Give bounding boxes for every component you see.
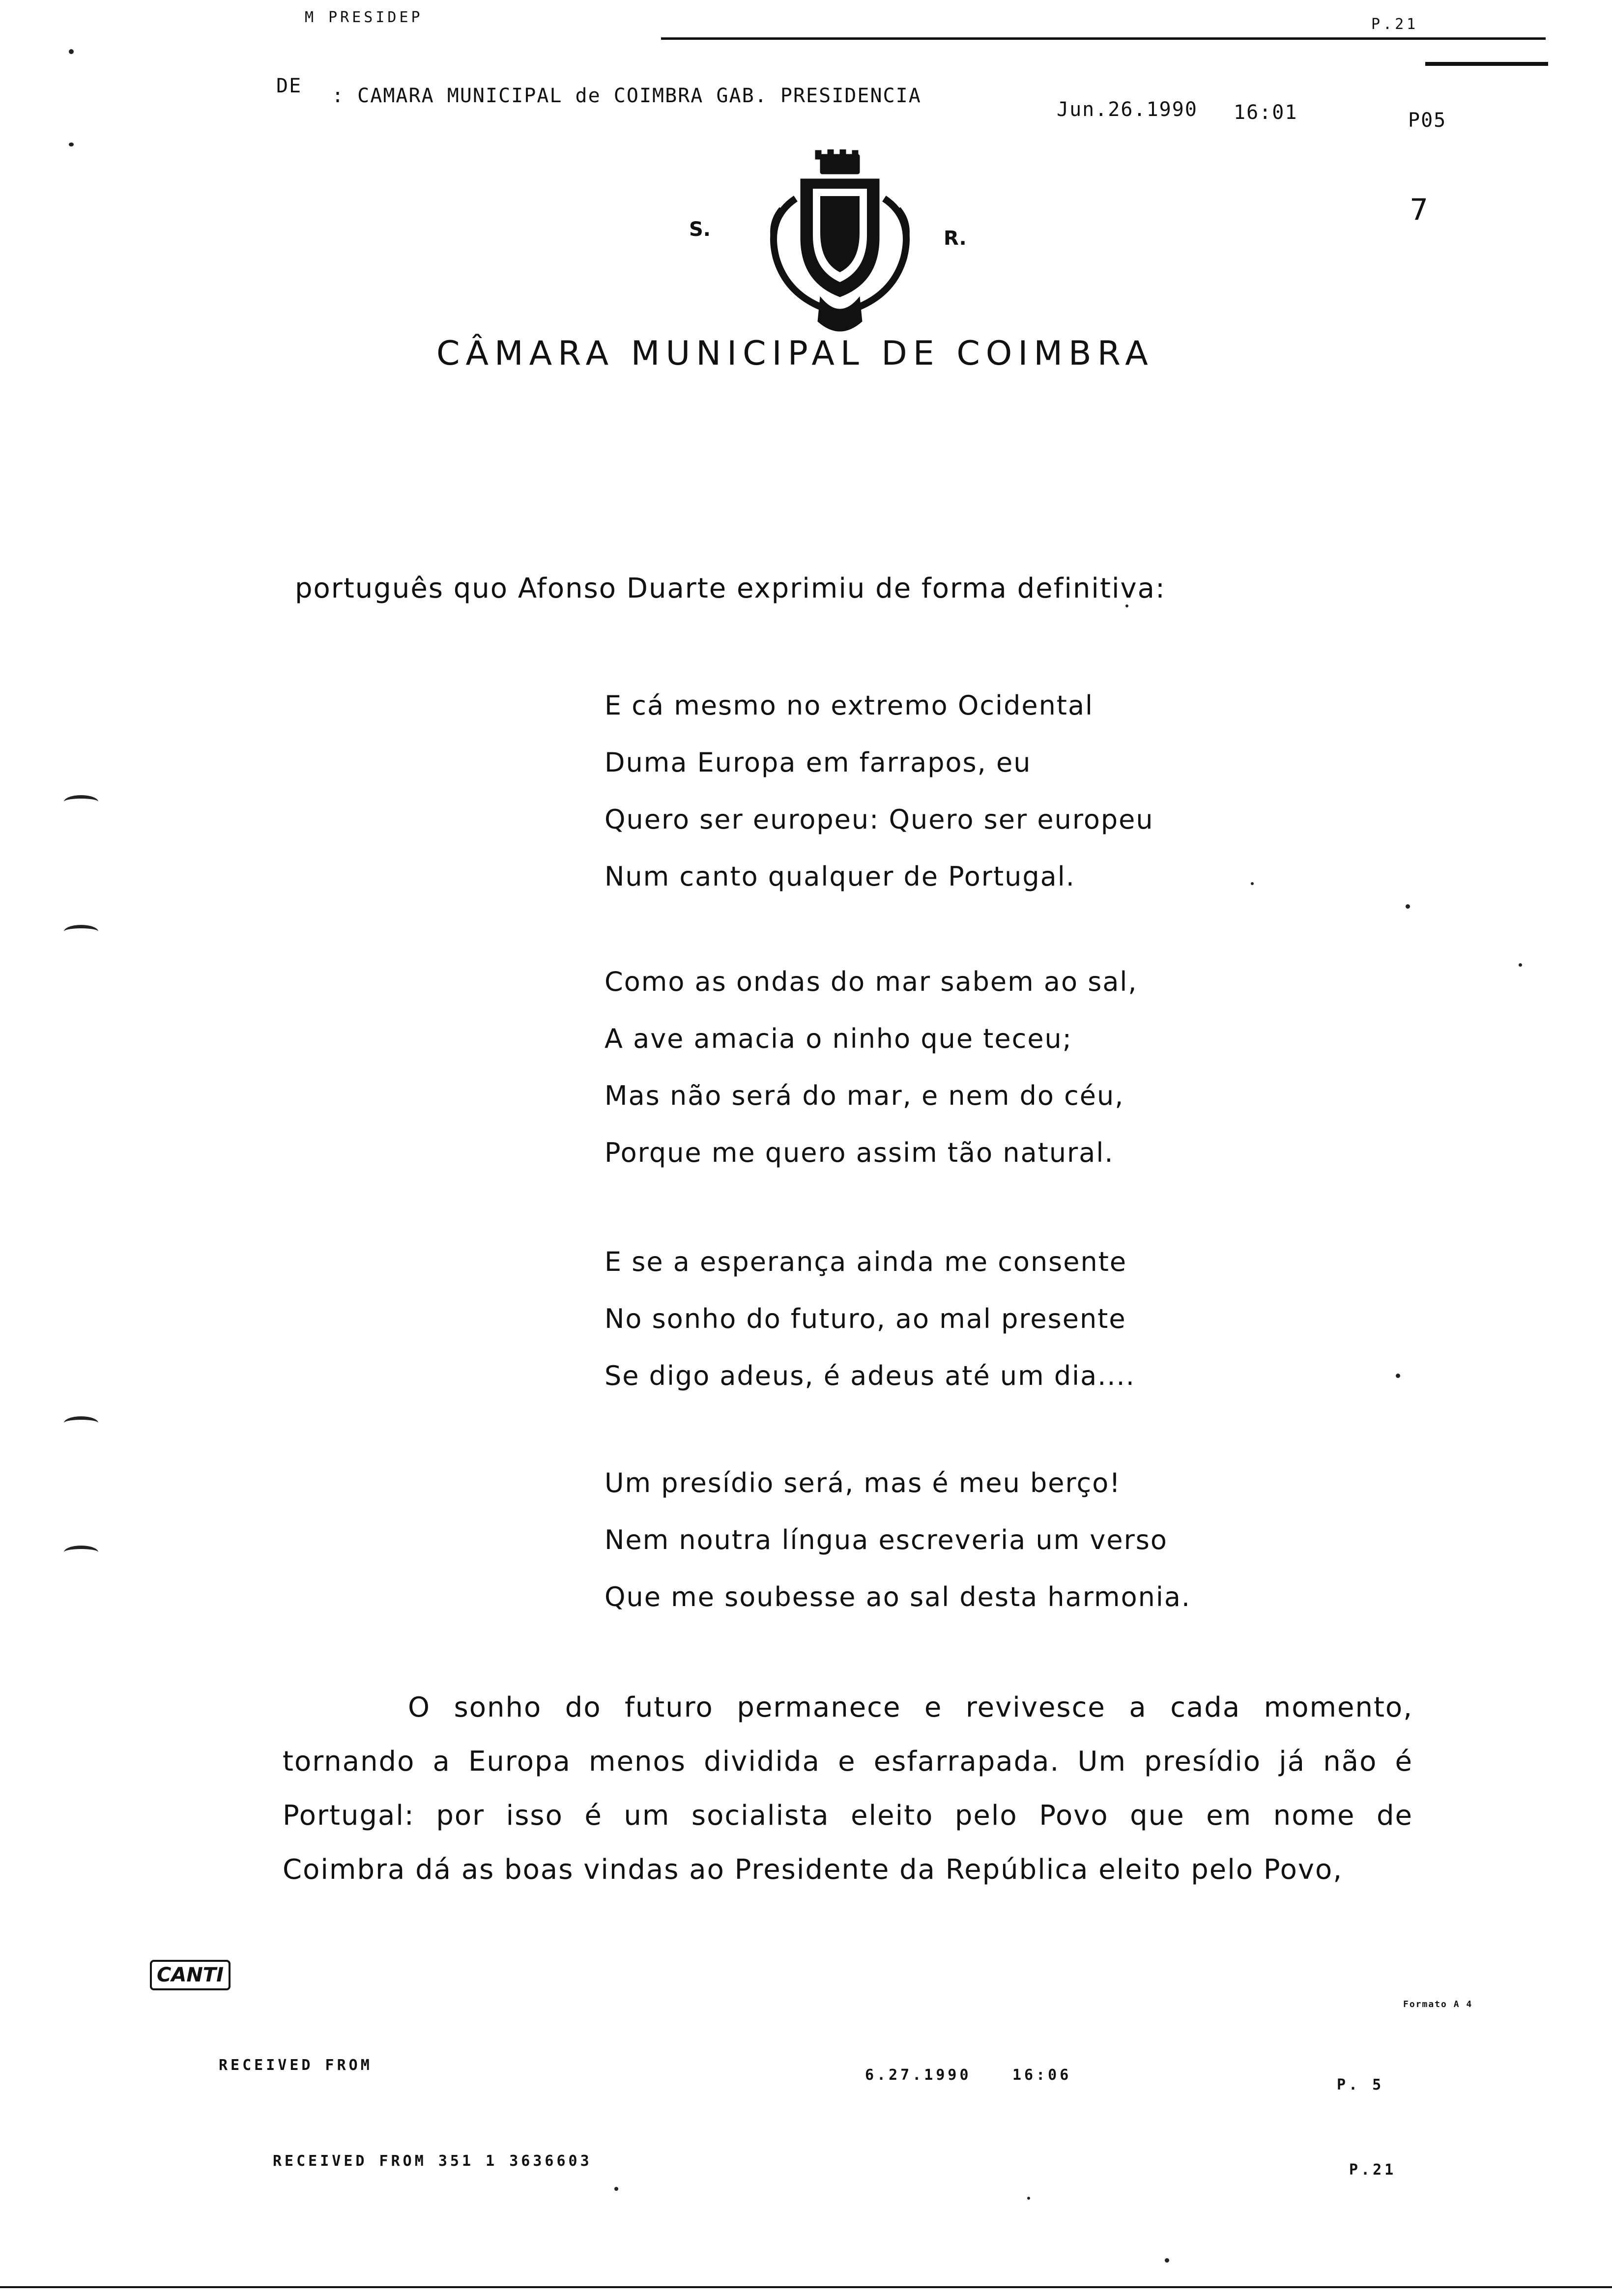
header-rule-right bbox=[1425, 62, 1548, 66]
scan-speck bbox=[1406, 904, 1410, 909]
poem-stanza bbox=[604, 677, 1154, 905]
scan-speck bbox=[1251, 882, 1254, 885]
fax-page: P05 bbox=[1408, 109, 1447, 132]
paragraph-line: Coimbra dá as boas vindas ao Presidente da República eleito pelo Povo, bbox=[283, 1854, 1343, 1886]
poem-line: A ave amacia o ninho que teceu; bbox=[604, 1023, 1072, 1054]
coimbra-crest-icon bbox=[737, 140, 924, 337]
scan-speck bbox=[614, 2187, 618, 2191]
fax-from-value: : CAMARA MUNICIPAL de COIMBRA GAB. PRESIDENCIA bbox=[332, 85, 921, 107]
fax-sender-tag: M PRESIDEP bbox=[305, 9, 423, 26]
poem-line: Quero ser europeu: Quero ser europeu bbox=[604, 804, 1154, 835]
scan-speck bbox=[69, 143, 74, 146]
form-label: Formato A 4 bbox=[1403, 1999, 1473, 2009]
poem-stanza bbox=[604, 1234, 1135, 1405]
received-from-full: RECEIVED FROM 351 1 3636603 bbox=[273, 2152, 592, 2170]
bottom-edge-rule bbox=[0, 2286, 1612, 2288]
poem-line: Nem noutra língua escreveria um verso bbox=[604, 1524, 1168, 1555]
fax-page-ref-top: P.21 bbox=[1371, 16, 1419, 33]
paragraph-line: Portugal: por isso é um socialista eleito pelo Povo que em nome de bbox=[283, 1800, 1413, 1832]
crest-right-initial: R. bbox=[944, 227, 967, 250]
scan-speck bbox=[1125, 604, 1128, 607]
received-date: 6.27.1990 bbox=[865, 2066, 972, 2084]
poem-line: Que me soubesse ao sal desta harmonia. bbox=[604, 1581, 1191, 1612]
paragraph-line: O sonho do futuro permanece e revivesce a cada momento, bbox=[408, 1692, 1413, 1723]
final-page: P.21 bbox=[1349, 2161, 1397, 2179]
received-page: P. 5 bbox=[1337, 2076, 1384, 2094]
paragraph-line: tornando a Europa menos dividida e esfarrapada. Um presídio já não é bbox=[283, 1746, 1413, 1778]
fax-from-label: DE bbox=[276, 75, 302, 97]
poem-line: Porque me quero assim tão natural. bbox=[604, 1137, 1114, 1168]
header-rule-top bbox=[661, 37, 1546, 40]
poem-line: Mas não será do mar, e nem do céu, bbox=[604, 1080, 1124, 1111]
binder-hole-mark bbox=[64, 1546, 98, 1559]
closing-paragraph bbox=[283, 1681, 1413, 1897]
intro-line: português quo Afonso Duarte exprimiu de forma definitiva: bbox=[295, 573, 1166, 604]
binder-hole-mark bbox=[64, 795, 98, 808]
poem-line: Um presídio será, mas é meu berço! bbox=[604, 1467, 1121, 1498]
scan-speck bbox=[1027, 2197, 1030, 2200]
scan-speck bbox=[1165, 2258, 1169, 2263]
poem-line: No sonho do futuro, ao mal presente bbox=[604, 1303, 1126, 1334]
scan-speck bbox=[1519, 963, 1522, 967]
binder-hole-mark bbox=[64, 1416, 98, 1430]
received-label: RECEIVED FROM bbox=[219, 2057, 373, 2074]
poem-line: Duma Europa em farrapos, eu bbox=[604, 747, 1032, 778]
scan-speck bbox=[69, 49, 74, 54]
poem-line: Como as ondas do mar sabem ao sal, bbox=[604, 966, 1138, 997]
received-time: 16:06 bbox=[1012, 2066, 1072, 2084]
poem-line: Se digo adeus, é adeus até um dia.... bbox=[604, 1360, 1135, 1391]
letterhead-title: CÂMARA MUNICIPAL DE COIMBRA bbox=[436, 334, 1154, 373]
fax-date: Jun.26.1990 bbox=[1057, 98, 1198, 121]
poem-line: Num canto qualquer de Portugal. bbox=[604, 861, 1075, 892]
poem-line: E cá mesmo no extremo Ocidental bbox=[604, 690, 1094, 721]
fax-time: 16:01 bbox=[1234, 101, 1298, 124]
binder-hole-mark bbox=[64, 925, 98, 938]
scan-speck bbox=[1396, 1374, 1400, 1378]
page-number: 7 bbox=[1410, 193, 1429, 227]
poem-stanza bbox=[604, 953, 1138, 1181]
poem-stanza bbox=[604, 1455, 1191, 1626]
crest-left-initial: S. bbox=[689, 218, 711, 241]
stamp-mark: CANTI bbox=[150, 1960, 230, 1990]
poem-line: E se a esperança ainda me consente bbox=[604, 1246, 1127, 1277]
